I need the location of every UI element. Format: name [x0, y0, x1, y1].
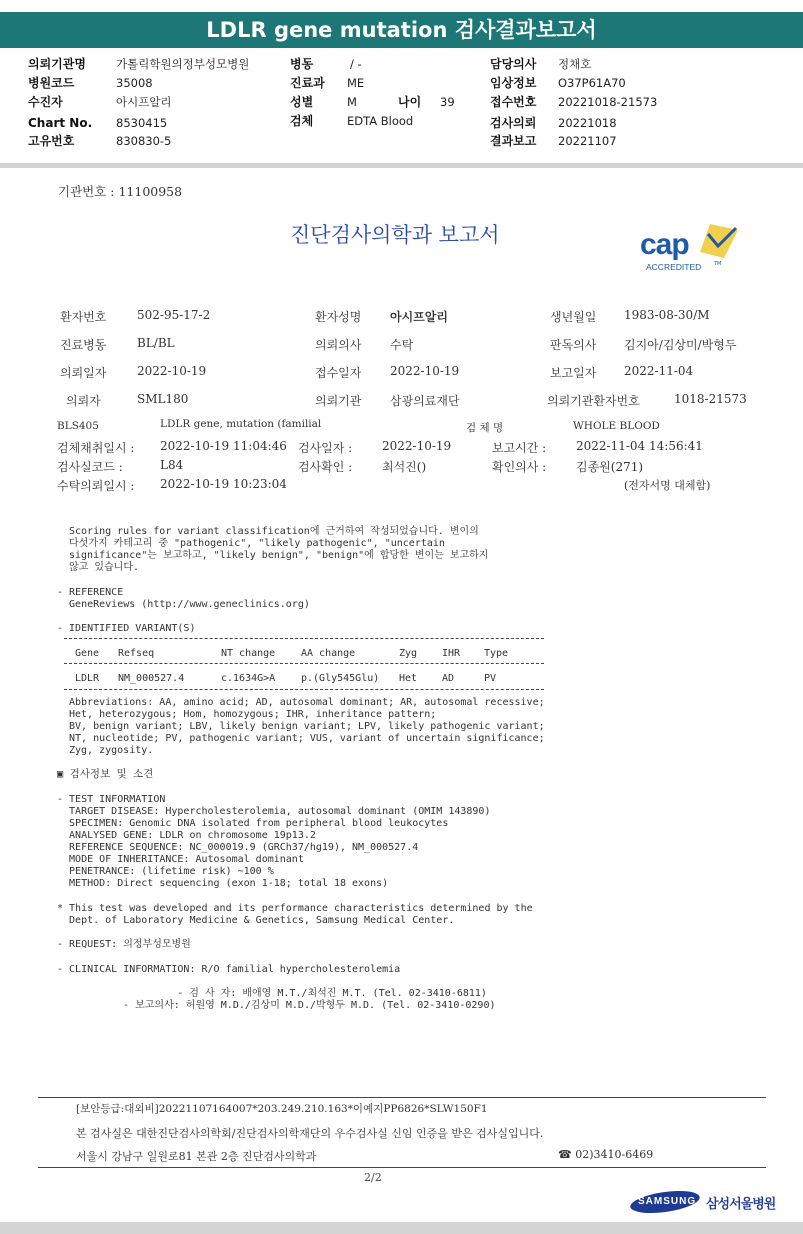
field-value-age: 39	[440, 95, 455, 109]
collect-time-value: 2022-10-19 11:04:46	[160, 439, 287, 453]
col-ihr: IHR	[442, 648, 461, 659]
cell-gene: LDLR	[75, 673, 100, 684]
abbrev-line: Zyg, zygosity.	[69, 745, 154, 756]
field-label-institution: 의뢰기관명	[28, 57, 86, 71]
specimen-name-label: 검 체 명	[466, 422, 504, 434]
report-time-label: 보고시간 :	[492, 441, 547, 455]
lab-code-label: 검사실코드 :	[57, 460, 123, 474]
grid-label-ward: 진료병동	[60, 338, 107, 352]
grid-value-inst-patient-no: 1018-21573	[674, 392, 747, 406]
test-info-line: TARGET DISEASE: Hypercholesterolemia, autosomal dominant (OMIM 143890)	[57, 806, 491, 817]
col-type: Type	[484, 648, 509, 659]
grid-value-reading-doctor: 김지아/김상미/박형두	[624, 338, 737, 352]
test-date-value: 2022-10-19	[382, 439, 452, 453]
field-label-receipt-no: 접수번호	[490, 95, 537, 109]
grid-label-request-doctor: 의뢰의사	[315, 338, 362, 352]
field-value-doctor: 정채호	[558, 57, 592, 71]
cell-type: PV	[484, 673, 497, 684]
field-label-patient: 수진자	[28, 95, 63, 109]
col-zyg: Zyg	[399, 648, 418, 659]
grid-label-patient-name: 환자성명	[315, 310, 362, 324]
test-information	[57, 794, 490, 890]
institution-number: 기관번호 : 11100958	[58, 184, 183, 199]
field-value-patient: 아시프알리	[116, 95, 172, 109]
phone-line: ☎ 02)3410-6469	[558, 1148, 654, 1161]
order-time-value: 2022-10-19 10:23:04	[160, 477, 287, 491]
e-signature-note: (전자서명 대체함)	[624, 479, 711, 492]
field-label-chart-no: Chart No.	[28, 116, 93, 130]
abbrev-line: Abbreviations: AA, amino acid; AD, autosomal dominant; AR, autosomal recessive;	[69, 697, 545, 708]
grid-value-requester: SML180	[137, 392, 189, 406]
header-separator	[0, 163, 803, 168]
field-label-hospital-code: 병원코드	[28, 76, 75, 90]
test-info-line: REFERENCE SEQUENCE: NC_000019.9 (GRCh37/hg19), NM_000527.4	[57, 842, 419, 853]
field-value-result-report: 20221107	[558, 134, 617, 148]
field-label-department: 진료과	[290, 76, 325, 90]
test-code: BLS405	[57, 420, 99, 432]
address-line: 서울시 강남구 일원로81 본관 2층 진단검사의학과	[76, 1150, 317, 1163]
footer-bottom-rule	[38, 1167, 766, 1168]
lab-code-value: L84	[160, 458, 184, 472]
cap-logo-name: cap	[640, 228, 689, 261]
cell-aa-change: p.(Gly545Glu)	[301, 673, 380, 684]
field-value-institution: 가톨릭학원의정부성모병원	[116, 57, 250, 71]
field-value-test-request: 20221018	[558, 116, 617, 130]
grid-label-requester: 의뢰자	[66, 394, 101, 408]
reference-heading: - REFERENCE	[57, 587, 124, 598]
report-title: 진단검사의학과 보고서	[290, 223, 500, 247]
hospital-name-text: 삼성서울병원	[706, 1197, 776, 1212]
test-date-label: 검사일자 :	[298, 441, 353, 455]
bottom-band	[0, 1222, 803, 1234]
abbreviations	[69, 697, 545, 757]
cap-logo-tm: TM	[714, 261, 722, 267]
test-info-line: MODE OF INHERITANCE: Autosomal dominant	[57, 854, 304, 865]
field-label-sex: 성별	[290, 95, 314, 109]
cell-refseq: NM_000527.4	[118, 673, 185, 684]
grid-value-ward: BL/BL	[137, 336, 175, 350]
field-label-age: 나이	[398, 95, 422, 109]
reference-section	[57, 587, 310, 611]
section-heading-test-info: ▣ 검사정보 및 소견	[57, 768, 154, 780]
grid-value-request-date: 2022-10-19	[137, 364, 207, 378]
cell-ihr: AD	[442, 673, 455, 684]
grid-value-request-doctor: 수탁	[390, 338, 414, 352]
grid-value-request-inst: 삼광의료재단	[390, 394, 460, 408]
field-label-specimen: 검체	[290, 114, 314, 128]
test-confirm-label: 검사확인 :	[298, 460, 353, 474]
scoring-line: 다섯가지 카테고리 중 "pathogenic", "likely pathogenic", "uncertain	[69, 538, 445, 549]
signature-reporter: - 보고의사: 허원영 M.D./김상미 M.D./박형두 M.D. (Tel. 02-3410-0290)	[105, 1000, 496, 1011]
performance-line: Dept. of Laboratory Medicine & Genetics, Samsung Medical Center.	[57, 915, 455, 926]
performance-note	[57, 903, 533, 927]
grid-value-patient-name: 아시프알리	[390, 310, 448, 324]
scoring-line: significance"는 보고하고, "likely benign", "benign"에 합당한 변이는 보고하지	[69, 550, 489, 561]
field-value-department: ME	[347, 76, 365, 90]
field-value-sex: M	[347, 95, 357, 109]
grid-label-reading-doctor: 판독의사	[550, 338, 597, 352]
page-number: 2/2	[364, 1171, 382, 1184]
report-time-value: 2022-11-04 14:56:41	[576, 439, 703, 453]
footer-top-rule	[38, 1097, 766, 1098]
field-value-receipt-no: 20221018-21573	[558, 95, 658, 109]
field-label-clinical-info: 임상정보	[490, 76, 537, 90]
variants-heading: - IDENTIFIED VARIANT(S)	[57, 623, 196, 634]
cell-zyg: Het	[399, 673, 418, 684]
collect-time-label: 검체채취일시 :	[57, 441, 135, 455]
test-confirm-value: 최석진()	[382, 460, 427, 474]
verifier-label: 확인의사 :	[492, 460, 547, 474]
clinical-information: - CLINICAL INFORMATION: R/O familial hypercholesterolemia	[57, 964, 401, 975]
grid-label-inst-patient-no: 의뢰기관환자번호	[547, 394, 640, 408]
grid-value-birth: 1983-08-30/M	[624, 308, 710, 322]
table-header-rule	[64, 663, 544, 664]
performance-line: * This test was developed and its performance characteristics determined by the	[57, 903, 533, 914]
security-line: [보안등급:대외비]20221107164007*203.249.210.163*이예지PP6826*SLW150F1	[76, 1103, 488, 1115]
field-value-clinical-info: O37P61A70	[558, 76, 626, 90]
field-label-result-report: 결과보고	[490, 134, 537, 148]
field-value-chart-no: 8530415	[116, 116, 168, 130]
grid-value-patient-no: 502-95-17-2	[137, 308, 211, 322]
order-time-label: 수탁의뢰일시 :	[57, 479, 135, 493]
test-info-line: - TEST INFORMATION	[57, 794, 166, 805]
scoring-text	[69, 526, 488, 574]
test-info-line: METHOD: Direct sequencing (exon 1-18; total 18 exons)	[57, 878, 389, 889]
cell-nt-change: c.1634G>A	[221, 673, 276, 684]
test-info-line: PENETRANCE: (lifetime risk) ~100 %	[57, 866, 274, 877]
abbrev-line: NT, nucleotide; PV, pathogenic variant; VUS, variant of uncertain significance;	[69, 733, 545, 744]
grid-value-receipt-date: 2022-10-19	[390, 364, 460, 378]
table-bottom-rule	[64, 689, 544, 690]
test-info-line: SPECIMEN: Genomic DNA isolated from peripheral blood leukocytes	[57, 818, 449, 829]
grid-label-patient-no: 환자번호	[60, 310, 107, 324]
grid-label-report-date: 보고일자	[550, 366, 597, 380]
field-label-ward: 병동	[290, 57, 314, 71]
field-label-doctor: 담당의사	[490, 57, 537, 71]
col-gene: Gene	[75, 648, 100, 659]
field-value-unique-no: 830830-5	[116, 134, 172, 148]
samsung-brand-text: SAMSUNG	[638, 1196, 697, 1207]
test-name: LDLR gene, mutation (familial	[160, 418, 322, 430]
col-nt-change: NT change	[221, 648, 276, 659]
cap-logo-sub: ACCREDITED	[646, 262, 702, 272]
grid-value-report-date: 2022-11-04	[624, 364, 694, 378]
table-top-rule	[64, 638, 544, 639]
field-label-test-request: 검사의뢰	[490, 116, 537, 130]
col-refseq: Refseq	[118, 648, 155, 659]
field-label-unique-no: 고유번호	[28, 134, 75, 148]
grid-label-request-date: 의뢰일자	[60, 366, 107, 380]
field-value-hospital-code: 35008	[116, 76, 153, 90]
col-aa-change: AA change	[301, 648, 356, 659]
grid-label-receipt-date: 접수일자	[315, 366, 362, 380]
signatures	[105, 988, 495, 1012]
specimen-name-value: WHOLE BLOOD	[573, 420, 660, 432]
field-value-specimen: EDTA Blood	[347, 114, 414, 128]
grid-label-request-inst: 의뢰기관	[315, 394, 362, 408]
abbrev-line: Het, heterozygous; Hom, homozygous; IHR, inheritance pattern;	[69, 709, 437, 720]
signature-tester: - 검 사 자: 배애영 M.T./최석진 M.T. (Tel. 02-3410-6811)	[105, 988, 487, 999]
report-header-title: LDLR gene mutation 검사결과보고서	[0, 12, 803, 48]
abbrev-line: BV, benign variant; LBV, likely benign variant; LPV, likely pathogenic variant;	[69, 721, 545, 732]
verifier-value: 김종원(271)	[576, 460, 644, 474]
field-value-ward: / -	[350, 57, 362, 71]
request-line: - REQUEST: 의정부성모병원	[57, 939, 191, 950]
cap-accredited-logo	[640, 222, 750, 274]
scoring-line: Scoring rules for variant classification에 근거하여 작성되었습니다. 변이의	[69, 526, 479, 537]
test-info-line: ANALYSED GENE: LDLR on chromosome 19p13.2	[57, 830, 316, 841]
grid-label-birth: 생년월일	[550, 310, 597, 324]
reference-link: GeneReviews (http://www.geneclinics.org)	[57, 599, 310, 610]
certification-line: 본 검사실은 대한진단검사의학회/진단검사의학재단의 우수검사실 신임 인증을 받은 검사실입니다.	[76, 1127, 544, 1140]
scoring-line: 않고 있습니다.	[69, 562, 140, 573]
